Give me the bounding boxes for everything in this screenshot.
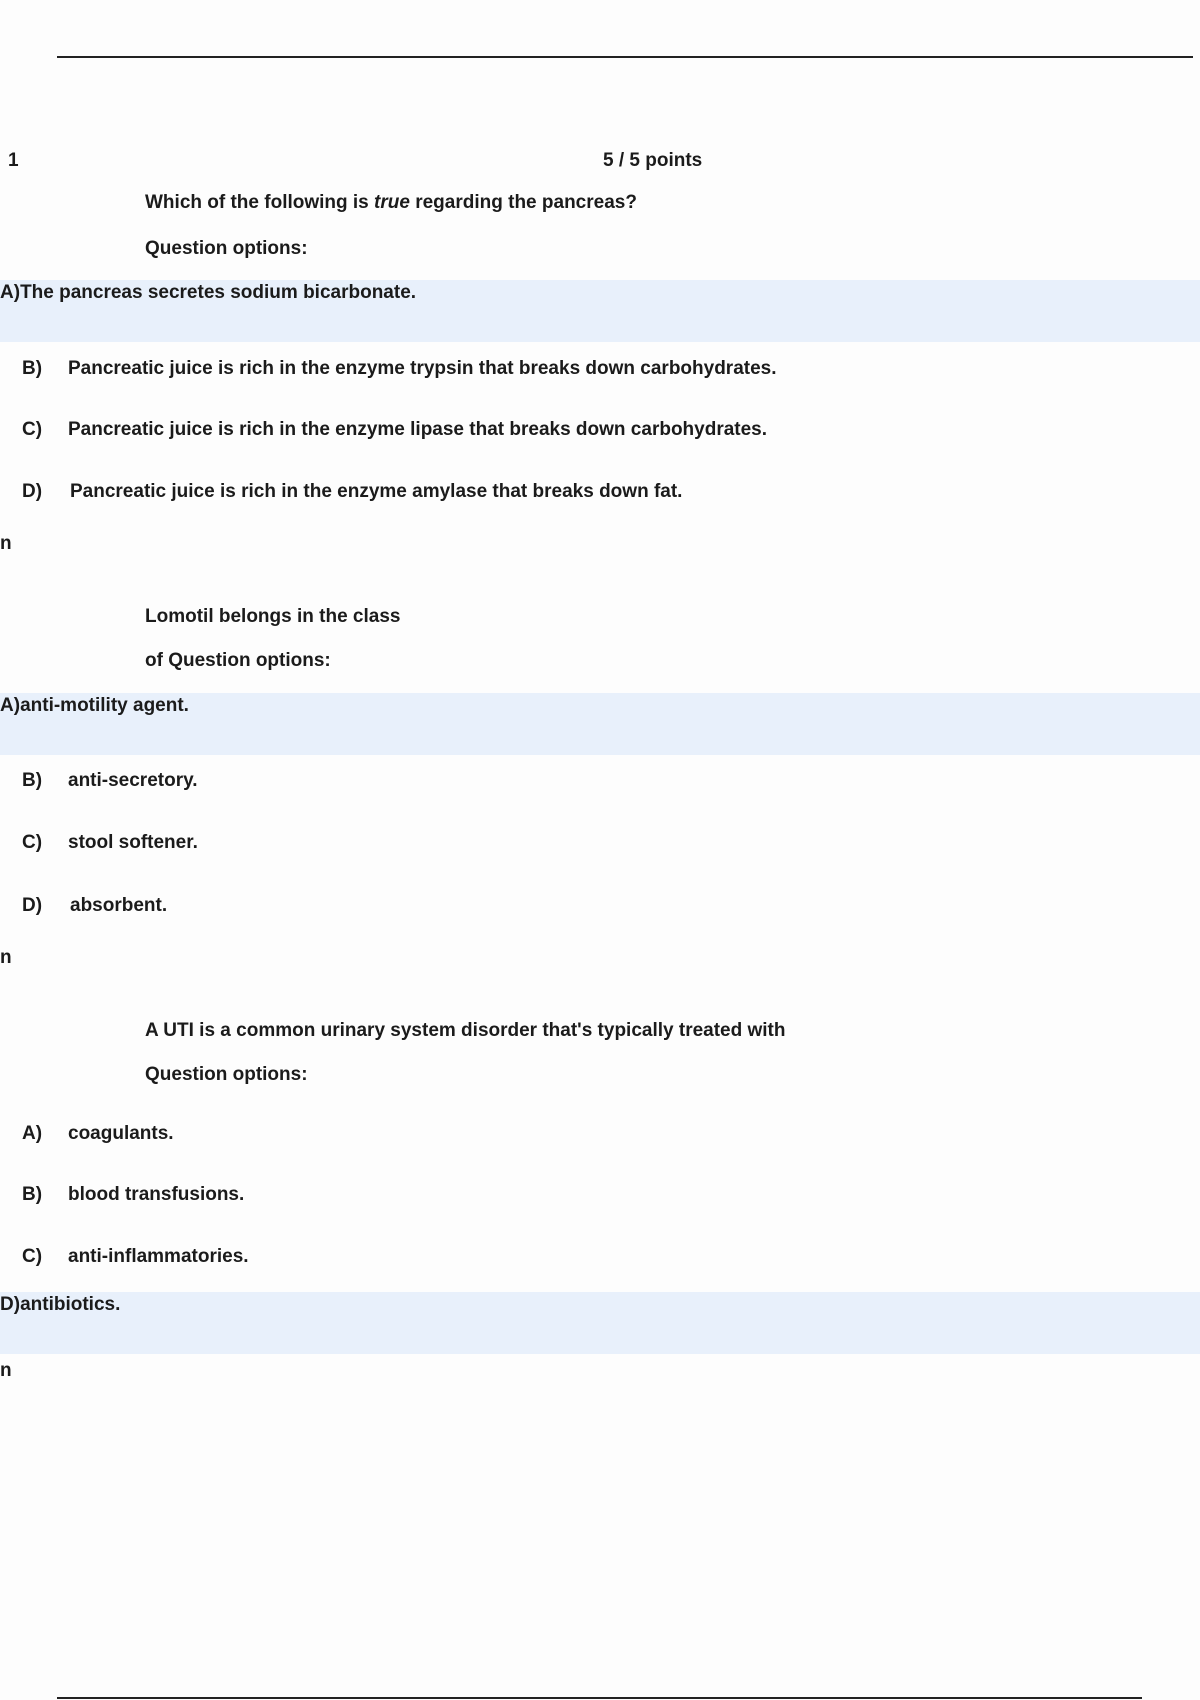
option-label: antibiotics. xyxy=(20,1294,121,1315)
option-text xyxy=(0,1294,120,1316)
option-c[interactable] xyxy=(22,832,198,854)
option-letter: A) xyxy=(0,282,21,303)
bottom-rule xyxy=(57,1697,1142,1699)
prompt-italic: true xyxy=(374,192,410,213)
option-label: The pancreas secretes sodium bicarbonate. xyxy=(20,282,417,303)
option-label: Pancreatic juice is rich in the enzyme trypsin that breaks down carbohydrates. xyxy=(68,358,777,379)
option-text xyxy=(0,695,189,717)
question-2-prompt-line1: Lomotil belongs in the class xyxy=(145,606,401,627)
option-a[interactable] xyxy=(22,1123,174,1145)
option-label: absorbent. xyxy=(70,895,168,916)
option-letter: C) xyxy=(22,832,43,853)
option-letter: A) xyxy=(22,1123,43,1144)
option-letter: C) xyxy=(22,419,43,440)
option-b[interactable] xyxy=(22,358,777,380)
option-label: Pancreatic juice is rich in the enzyme lipase that breaks down carbohydrates. xyxy=(68,419,768,440)
option-selected[interactable] xyxy=(0,693,1200,755)
option-label: anti-secretory. xyxy=(68,770,198,791)
option-letter: D) xyxy=(0,1294,21,1315)
trailing-text: n xyxy=(0,533,12,554)
option-letter: B) xyxy=(22,1184,43,1205)
question-3-prompt: A UTI is a common urinary system disorder that's typically treated with xyxy=(145,1020,786,1041)
question-1-prompt xyxy=(145,192,637,214)
trailing-text: n xyxy=(0,1360,12,1381)
question-1-options-label: Question options: xyxy=(145,238,308,259)
option-label: anti-inflammatories. xyxy=(68,1246,249,1267)
option-text xyxy=(0,282,416,304)
option-letter: B) xyxy=(22,358,43,379)
score-label: 5 / 5 points xyxy=(603,150,703,171)
option-d[interactable] xyxy=(22,895,167,917)
option-label: anti-motility agent. xyxy=(20,695,189,716)
option-b[interactable] xyxy=(22,770,198,792)
option-b[interactable] xyxy=(22,1184,244,1206)
option-label: blood transfusions. xyxy=(68,1184,245,1205)
option-letter: A) xyxy=(0,695,21,716)
prompt-part: regarding the pancreas? xyxy=(409,192,637,213)
option-selected[interactable] xyxy=(0,1292,1200,1354)
option-selected[interactable] xyxy=(0,280,1200,342)
prompt-part: Which of the following is xyxy=(145,192,375,213)
question-number: 1 xyxy=(8,150,19,171)
trailing-text: n xyxy=(0,947,12,968)
option-letter: D) xyxy=(22,481,43,502)
option-c[interactable] xyxy=(22,419,767,441)
question-2-prompt-line2: of Question options: xyxy=(145,650,331,671)
option-letter: B) xyxy=(22,770,43,791)
option-label: stool softener. xyxy=(68,832,198,853)
top-rule xyxy=(57,56,1193,58)
option-label: coagulants. xyxy=(68,1123,174,1144)
option-letter: D) xyxy=(22,895,43,916)
option-d[interactable] xyxy=(22,481,682,503)
option-label: Pancreatic juice is rich in the enzyme amylase that breaks down fat. xyxy=(70,481,683,502)
option-c[interactable] xyxy=(22,1246,249,1268)
option-letter: C) xyxy=(22,1246,43,1267)
question-3-options-label: Question options: xyxy=(145,1064,308,1085)
